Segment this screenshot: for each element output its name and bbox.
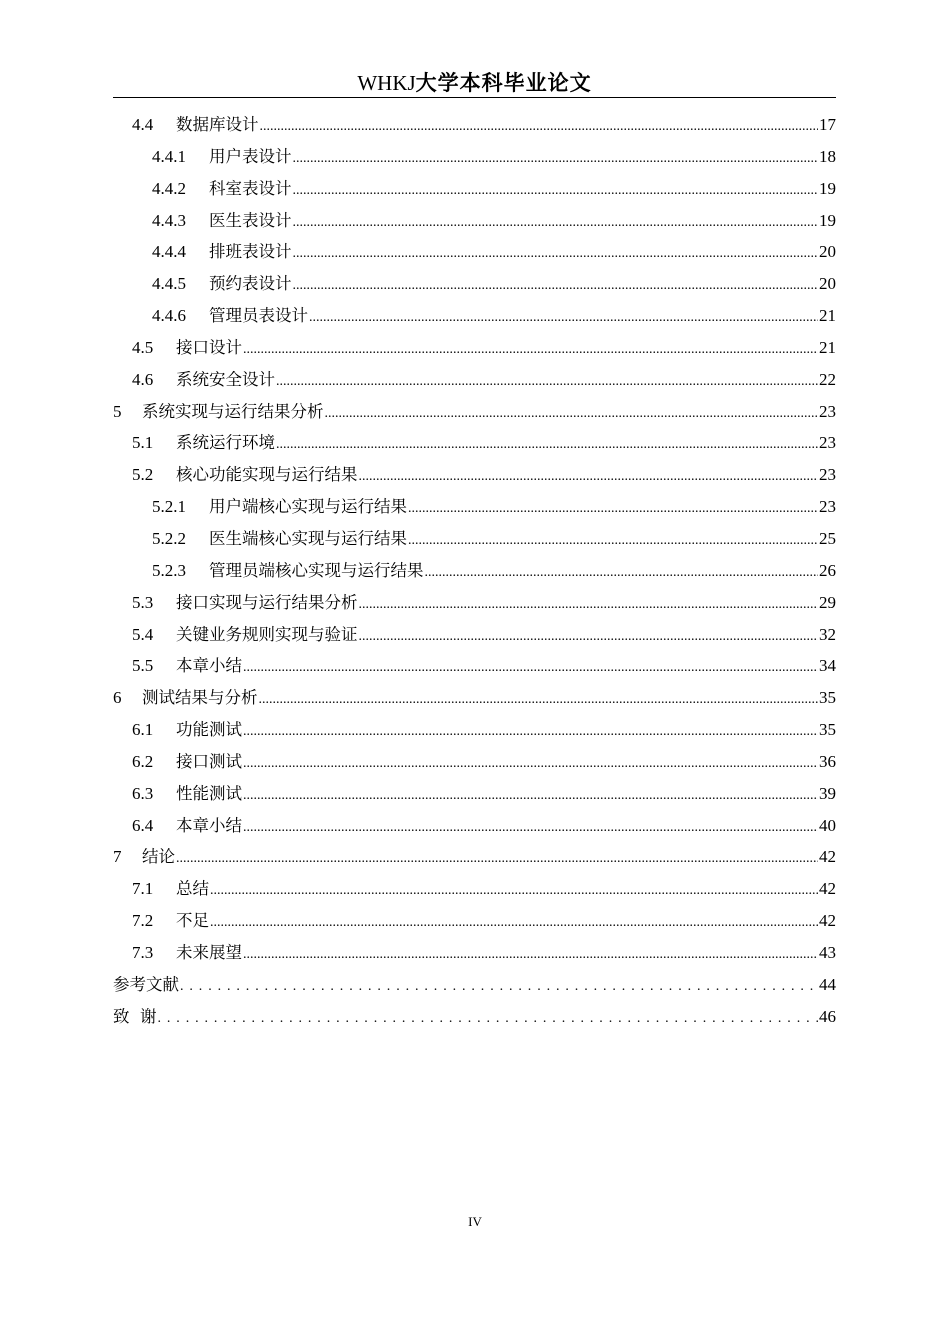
toc-dot-leader — [243, 943, 818, 963]
toc-entry-page: 42 — [819, 911, 836, 931]
toc-entry-page: 44 — [819, 974, 836, 994]
toc-dot-leader — [276, 433, 818, 453]
toc-entry-number: 4.4.6 — [152, 306, 186, 326]
toc-entry-page: 23 — [819, 401, 836, 421]
toc-entry-page: 23 — [819, 497, 836, 517]
toc-dot-leader — [260, 115, 819, 135]
toc-dot-leader — [259, 688, 819, 708]
toc-entry-title: 本章小结 — [176, 815, 242, 835]
toc-entry-page: 21 — [819, 337, 836, 357]
toc-dot-leader — [359, 625, 819, 645]
toc-entry[interactable] — [113, 493, 836, 525]
toc-entry-page: 39 — [819, 783, 836, 803]
toc-entry-number: 5.4 — [132, 624, 154, 644]
toc-entry-page: 22 — [819, 369, 836, 389]
toc-entry-title: 不足 — [176, 911, 209, 931]
toc-entry-page: 35 — [819, 720, 836, 740]
page-number: IV — [468, 1214, 482, 1229]
toc-entry-number: 6.3 — [132, 783, 154, 803]
toc-entry[interactable] — [113, 398, 836, 430]
toc-entry-title: 关键业务规则实现与验证 — [176, 624, 358, 644]
toc-entry[interactable] — [113, 907, 836, 939]
toc-entry-number: 4.6 — [132, 369, 154, 389]
toc-entry-number: 5.5 — [132, 656, 154, 676]
toc-entry-page: 35 — [819, 688, 836, 708]
toc-dot-leader — [325, 402, 819, 422]
toc-dot-leader — [243, 656, 818, 676]
toc-entry-number: 5.2.3 — [152, 560, 186, 580]
toc-entry-number: 4.4.2 — [152, 178, 186, 198]
toc-dot-leader — [293, 242, 819, 262]
toc-dot-leader — [293, 211, 819, 231]
toc-entry-number: 7.2 — [132, 911, 154, 931]
toc-entry[interactable] — [113, 334, 836, 366]
toc-entry-title: 核心功能实现与运行结果 — [176, 465, 358, 485]
toc-dot-leader — [176, 847, 818, 867]
toc-entry-title: 医生表设计 — [209, 210, 292, 230]
toc-entry-page: 23 — [819, 465, 836, 485]
toc-entry-number: 6.2 — [132, 751, 154, 771]
toc-entry-title: 科室表设计 — [209, 178, 292, 198]
toc-entry-number: 5.1 — [132, 433, 154, 453]
toc-entry-number: 6 — [113, 688, 122, 708]
toc-entry-title: 系统实现与运行结果分析 — [142, 401, 324, 421]
toc-entry[interactable] — [113, 557, 836, 589]
toc-dot-leader — [243, 816, 818, 836]
toc-entry-title: 系统运行环境 — [176, 433, 275, 453]
toc-entry[interactable] — [113, 748, 836, 780]
toc-entry-title: 总结 — [176, 879, 209, 899]
toc-dot-leader — [158, 1007, 819, 1027]
toc-entry-title: 结论 — [142, 847, 175, 867]
toc-entry-page: 19 — [819, 210, 836, 230]
toc-entry[interactable] — [113, 971, 836, 1003]
table-of-contents — [113, 111, 836, 1034]
toc-dot-leader — [180, 975, 818, 995]
toc-entry-number: 6.1 — [132, 720, 154, 740]
toc-entry-number: 6.4 — [132, 815, 154, 835]
toc-entry-page: 26 — [819, 560, 836, 580]
toc-entry[interactable] — [113, 652, 836, 684]
toc-entry-number: 5.3 — [132, 592, 154, 612]
toc-entry[interactable] — [113, 143, 836, 175]
toc-entry[interactable] — [113, 270, 836, 302]
toc-entry-number: 4.4 — [132, 115, 154, 134]
toc-entry-page: 20 — [819, 274, 836, 294]
toc-entry-title: 用户表设计 — [209, 146, 292, 166]
toc-entry-title: 用户端核心实现与运行结果 — [209, 497, 407, 517]
toc-entry-title: 管理员表设计 — [209, 306, 308, 326]
toc-dot-leader — [210, 879, 818, 899]
toc-entry-number: 5.2 — [132, 465, 154, 485]
toc-entry-number: 5.2.1 — [152, 497, 186, 517]
toc-entry-title: 性能测试 — [176, 783, 242, 803]
toc-entry-title: 测试结果与分析 — [142, 688, 258, 708]
toc-entry-number: 4.4.5 — [152, 274, 186, 294]
toc-entry-page: 34 — [819, 656, 836, 676]
toc-entry-title: 接口测试 — [176, 751, 242, 771]
toc-entry-page: 42 — [819, 879, 836, 899]
toc-dot-leader — [408, 529, 818, 549]
toc-entry[interactable] — [113, 366, 836, 398]
toc-entry-page: 32 — [819, 624, 836, 644]
toc-entry[interactable] — [113, 812, 836, 844]
toc-dot-leader — [243, 752, 818, 772]
toc-entry-page: 20 — [819, 242, 836, 262]
toc-entry-title: 医生端核心实现与运行结果 — [209, 528, 407, 548]
toc-entry-page: 43 — [819, 942, 836, 962]
toc-entry-number: 4.4.4 — [152, 242, 186, 262]
toc-entry[interactable] — [113, 302, 836, 334]
toc-entry-title: 接口设计 — [176, 337, 242, 357]
toc-entry[interactable] — [113, 939, 836, 971]
toc-entry-number: 5.2.2 — [152, 528, 186, 548]
toc-entry-title: 功能测试 — [176, 720, 242, 740]
toc-dot-leader — [243, 338, 818, 358]
toc-dot-leader — [425, 561, 819, 581]
toc-entry-page: 17 — [819, 115, 836, 134]
toc-entry-page: 46 — [819, 1006, 836, 1026]
header-title: 大学本科毕业论文 — [415, 70, 592, 95]
toc-entry[interactable] — [113, 461, 836, 493]
toc-entry-title: 预约表设计 — [209, 274, 292, 294]
toc-entry-page: 29 — [819, 592, 836, 612]
toc-entry-title: 接口实现与运行结果分析 — [176, 592, 358, 612]
header-prefix: WHKJ — [357, 71, 416, 95]
toc-entry-page: 36 — [819, 751, 836, 771]
toc-entry-number: 4.4.3 — [152, 210, 186, 230]
toc-dot-leader — [359, 465, 819, 485]
toc-dot-leader — [293, 179, 819, 199]
toc-entry[interactable] — [113, 875, 836, 907]
toc-entry-page: 25 — [819, 528, 836, 548]
toc-dot-leader — [359, 593, 819, 613]
toc-entry[interactable] — [113, 238, 836, 270]
toc-entry-number: 4.5 — [132, 337, 154, 357]
toc-entry-title: 致 谢 — [113, 1006, 157, 1026]
toc-entry-number: 5 — [113, 401, 122, 421]
toc-dot-leader — [243, 720, 818, 740]
toc-entry[interactable] — [113, 716, 836, 748]
toc-entry-page: 23 — [819, 433, 836, 453]
toc-entry-page: 21 — [819, 306, 836, 326]
toc-entry[interactable] — [113, 684, 836, 716]
toc-entry[interactable] — [113, 621, 836, 653]
toc-entry[interactable] — [113, 1003, 836, 1035]
toc-dot-leader — [243, 784, 818, 804]
toc-entry-page: 18 — [819, 146, 836, 166]
toc-entry-title: 本章小结 — [176, 656, 242, 676]
toc-entry[interactable] — [113, 207, 836, 239]
toc-entry-number: 7.1 — [132, 879, 154, 899]
toc-dot-leader — [210, 911, 818, 931]
toc-dot-leader — [309, 306, 818, 326]
toc-entry[interactable] — [113, 589, 836, 621]
toc-dot-leader — [408, 497, 818, 517]
toc-entry-number: 7 — [113, 847, 122, 867]
toc-entry-title: 未来展望 — [176, 942, 242, 962]
toc-entry[interactable] — [113, 429, 836, 461]
toc-entry-title: 排班表设计 — [209, 242, 292, 262]
toc-entry-page: 42 — [819, 847, 836, 867]
toc-entry[interactable] — [113, 111, 836, 143]
toc-dot-leader — [276, 370, 818, 390]
toc-dot-leader — [293, 274, 819, 294]
toc-entry[interactable] — [113, 843, 836, 875]
toc-entry-page: 19 — [819, 178, 836, 198]
toc-entry-number: 7.3 — [132, 942, 154, 962]
toc-entry[interactable] — [113, 175, 836, 207]
toc-entry-page: 40 — [819, 815, 836, 835]
page-header — [113, 68, 836, 98]
toc-entry-title: 系统安全设计 — [176, 369, 275, 389]
toc-dot-leader — [293, 147, 819, 167]
toc-entry-title: 数据库设计 — [176, 115, 259, 134]
toc-entry-title: 管理员端核心实现与运行结果 — [209, 560, 424, 580]
toc-entry[interactable] — [113, 525, 836, 557]
toc-entry-title: 参考文献 — [113, 974, 179, 994]
toc-entry[interactable] — [113, 780, 836, 812]
toc-entry-number: 4.4.1 — [152, 146, 186, 166]
